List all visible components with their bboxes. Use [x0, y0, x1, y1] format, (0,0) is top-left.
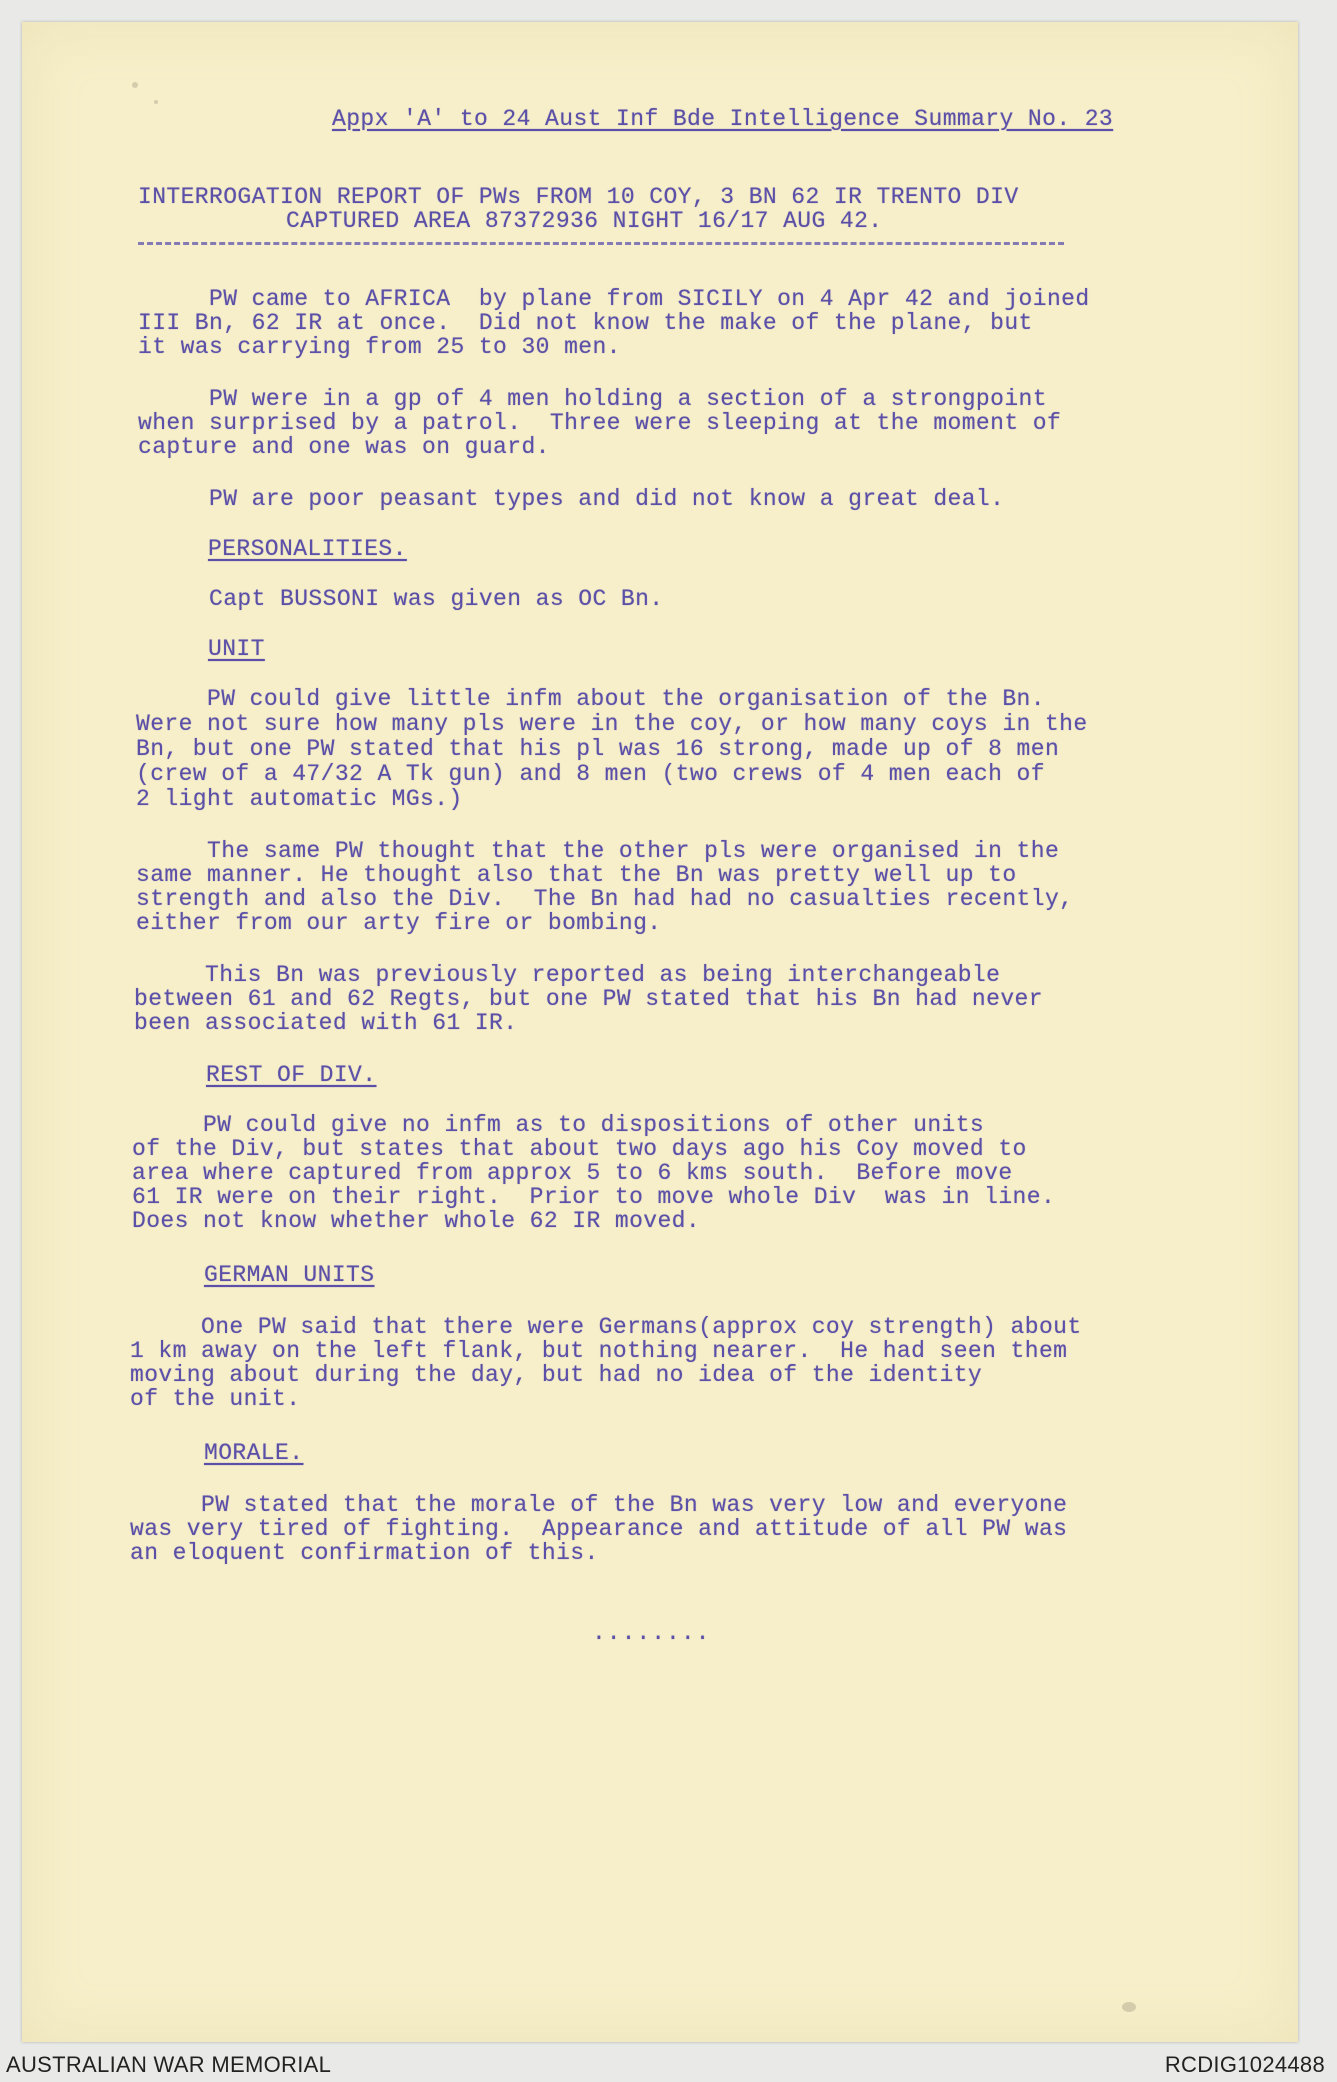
paragraph-line: strength and also the Div. The Bn had had no casualties recently,: [136, 886, 1074, 912]
paragraph-line: This Bn was previously reported as being interchangeable: [134, 962, 1001, 988]
report-title-line-1: INTERROGATION REPORT OF PWs FROM 10 COY, 3 BN 62 IR TRENTO DIV: [138, 184, 1019, 210]
footer-institution: AUSTRALIAN WAR MEMORIAL: [6, 2052, 332, 2077]
title-dashed-rule: [138, 242, 1064, 245]
paragraph-line: Bn, but one PW stated that his pl was 16 strong, made up of 8 men: [136, 736, 1060, 762]
paragraph-line: PW could give no infm as to dispositions of other units: [132, 1112, 985, 1138]
paragraph-line: same manner. He thought also that the Bn was pretty well up to: [136, 862, 1017, 888]
paragraph-line: PW are poor peasant types and did not know a great deal.: [138, 486, 1005, 512]
paragraph-line: PW stated that the morale of the Bn was very low and everyone: [130, 1492, 1068, 1518]
paragraph-line: capture and one was on guard.: [138, 434, 550, 460]
paragraph-line: Capt BUSSONI was given as OC Bn.: [138, 586, 664, 612]
paragraph-line: III Bn, 62 IR at once. Did not know the make of the plane, but: [138, 310, 1033, 336]
end-marker: ........: [592, 1620, 711, 1646]
report-title-line-2: CAPTURED AREA 87372936 NIGHT 16/17 AUG 42.: [286, 208, 883, 234]
paragraph-line: 2 light automatic MGs.): [136, 786, 463, 812]
paragraph-line: Were not sure how many pls were in the coy, or how many coys in the: [136, 711, 1088, 737]
paper-blemish: [132, 82, 138, 88]
section-heading-unit: UNIT: [208, 636, 265, 662]
paragraph-line: between 61 and 62 Regts, but one PW stated that his Bn had never: [134, 986, 1043, 1012]
paragraph-line: of the Div, but states that about two days ago his Coy moved to: [132, 1136, 1027, 1162]
section-heading-rest-of-div: REST OF DIV.: [206, 1062, 377, 1088]
paragraph-line: an eloquent confirmation of this.: [130, 1540, 599, 1566]
paragraph-line: PW could give little infm about the organisation of the Bn.: [136, 686, 1045, 712]
section-heading-personalities: PERSONALITIES.: [208, 536, 407, 562]
paragraph-line: was very tired of fighting. Appearance and attitude of all PW was: [130, 1516, 1068, 1542]
paragraph-line: 1 km away on the left flank, but nothing nearer. He had seen them: [130, 1338, 1068, 1364]
paragraph-line: of the unit.: [130, 1386, 301, 1412]
paragraph-line: One PW said that there were Germans(approx coy strength) about: [130, 1314, 1082, 1340]
footer-catalog-id: RCDIG1024488: [1164, 2052, 1325, 2077]
paragraph-line: PW came to AFRICA by plane from SICILY on 4 Apr 42 and joined: [138, 286, 1090, 312]
paragraph-line: area where captured from approx 5 to 6 kms south. Before move: [132, 1160, 1013, 1186]
paragraph-line: Does not know whether whole 62 IR moved.: [132, 1208, 701, 1234]
paper-blemish: [1122, 2002, 1136, 2012]
paragraph-line: moving about during the day, but had no idea of the identity: [130, 1362, 983, 1388]
paragraph-line: been associated with 61 IR.: [134, 1010, 518, 1036]
section-heading-morale: MORALE.: [204, 1440, 304, 1466]
paper-blemish: [154, 100, 158, 104]
paragraph-line: 61 IR were on their right. Prior to move whole Div was in line.: [132, 1184, 1056, 1210]
paragraph-line: The same PW thought that the other pls were organised in the: [136, 838, 1060, 864]
document-header: Appx 'A' to 24 Aust Inf Bde Intelligence Summary No. 23: [332, 106, 1114, 132]
section-heading-german-units: GERMAN UNITS: [204, 1262, 375, 1288]
paragraph-line: when surprised by a patrol. Three were sleeping at the moment of: [138, 410, 1062, 436]
paragraph-line: it was carrying from 25 to 30 men.: [138, 334, 621, 360]
paragraph-line: PW were in a gp of 4 men holding a section of a strongpoint: [138, 386, 1047, 412]
paragraph-line: (crew of a 47/32 A Tk gun) and 8 men (two crews of 4 men each of: [136, 761, 1045, 787]
paragraph-line: either from our arty fire or bombing.: [136, 910, 662, 936]
